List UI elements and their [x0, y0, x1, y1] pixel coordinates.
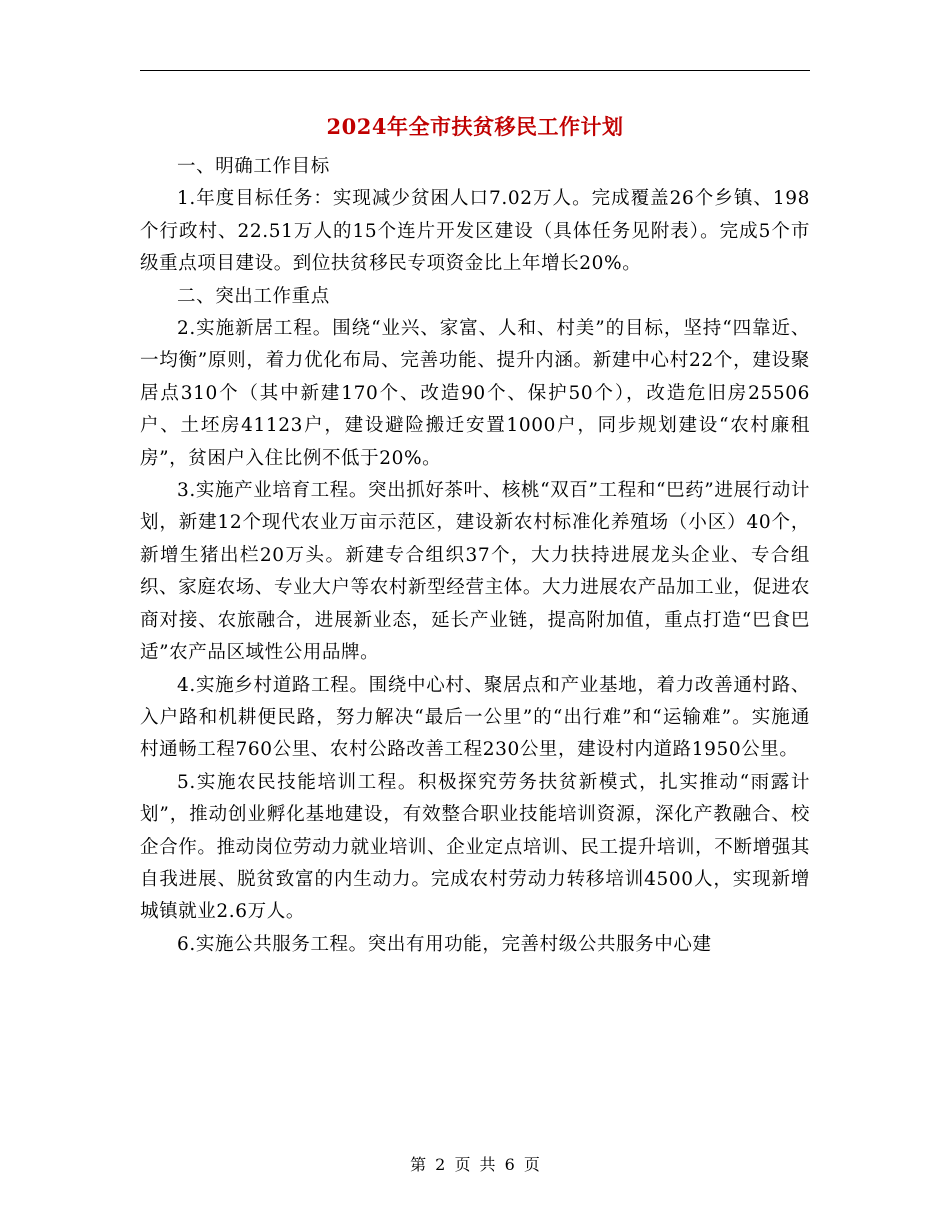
page-number: 第 2 页 共 6 页	[410, 1155, 540, 1174]
paragraph-public-services: 6.实施公共服务工程。突出有用功能，完善村级公共服务中心建	[177, 933, 712, 955]
section-heading-priorities: 二、突出工作重点	[177, 285, 330, 307]
section-heading-goals: 一、明确工作目标	[177, 156, 330, 177]
header-rule	[140, 70, 810, 71]
paragraph-skills-training: 5.实施农民技能培训工程。积极探究劳务扶贫新模式，扎实推动“雨露计划”，推动创业孵化基地建设，有效整合职业技能培训资源，深化产教融合、校企合作。推动岗位劳动力就业培训、企业定点培训、民工提升培训，不断增强其自我进展、脱贫致富的内生动力。完成农村劳动力转移培训4500人，实现新增城镇就业2.6万人。	[140, 771, 810, 923]
paragraph-new-housing: 2.实施新居工程。围绕“业兴、家富、人和、村美”的目标，坚持“四靠近、一均衡”原则，着力优化布局、完善功能、提升内涵。新建中心村22个，建设聚居点310个（其中新建170个、改造90个、保护50个），改造危旧房25506户、土坯房41123户，建设避险搬迁安置1000户，同步规划建设“农村廉租房”，贫困户入住比例不低于20%。	[140, 318, 810, 469]
paragraph-industry: 3.实施产业培育工程。突出抓好茶叶、核桃“双百”工程和“巴药”进展行动计划，新建12个现代农业万亩示范区，建设新农村标准化养殖场（小区）40个，新增生猪出栏20万头。新建专合组织37个，大力扶持进展龙头企业、专合组织、家庭农场、专业大户等农村新型经营主体。大力进展农产品加工业，促进农商对接、农旅融合，进展新业态，延长产业链，提高附加值，重点打造“巴食巴适”农产品区域性公用品牌。	[140, 480, 810, 664]
paragraph-annual-targets: 1.年度目标任务：实现减少贫困人口7.02万人。完成覆盖26个乡镇、198个行政村、22.51万人的15个连片开发区建设（具体任务见附表）。完成5个市级重点项目建设。到位扶贫移民专项资金比上年增长20%。	[140, 188, 810, 275]
document-body	[140, 151, 810, 961]
paragraph-roads: 4.实施乡村道路工程。围绕中心村、聚居点和产业基地，着力改善通村路、入户路和机耕便民路，努力解决“最后一公里”的“出行难”和“运输难”。实施通村通畅工程760公里、农村公路改善工程230公里，建设村内道路1950公里。	[140, 674, 810, 761]
document-title: 2024年全市扶贫移民工作计划	[326, 114, 624, 139]
